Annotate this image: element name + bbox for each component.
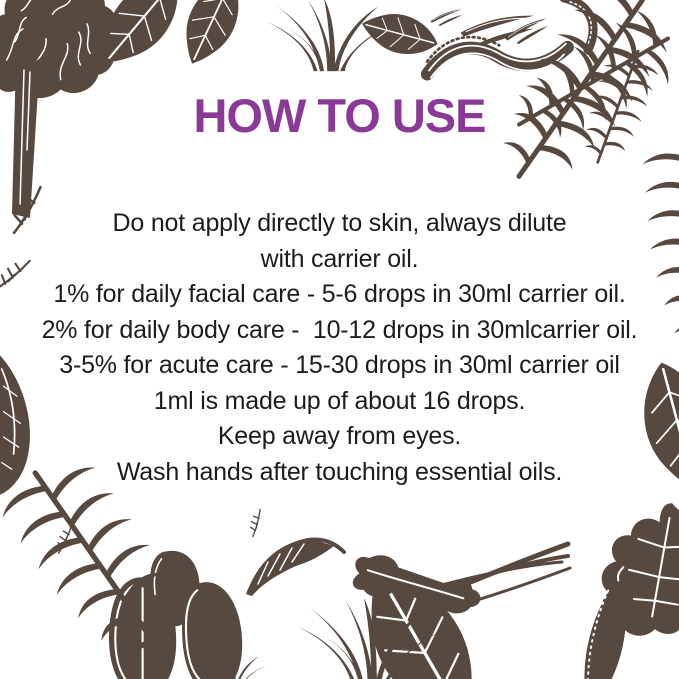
- instruction-line: 3-5% for acute care - 15-30 drops in 30ml carrier oil: [59, 351, 620, 379]
- instruction-line: 1% for daily facial care - 5-6 drops in 30ml carrier oil.: [53, 280, 626, 308]
- instructions-block: [0, 206, 679, 490]
- page-title: HOW TO USE: [193, 89, 486, 142]
- instruction-line: 2% for daily body care - 10-12 drops in 30mlcarrier oil.: [41, 315, 638, 344]
- instruction-line: 1ml is made up of about 16 drops.: [153, 386, 526, 415]
- instruction-line: Do not apply directly to skin, always dilute: [112, 209, 567, 237]
- instruction-line: Wash hands after touching essential oils.: [116, 457, 563, 486]
- instruction-line: with carrier oil.: [260, 244, 419, 273]
- instruction-line: Keep away from eyes.: [217, 422, 462, 450]
